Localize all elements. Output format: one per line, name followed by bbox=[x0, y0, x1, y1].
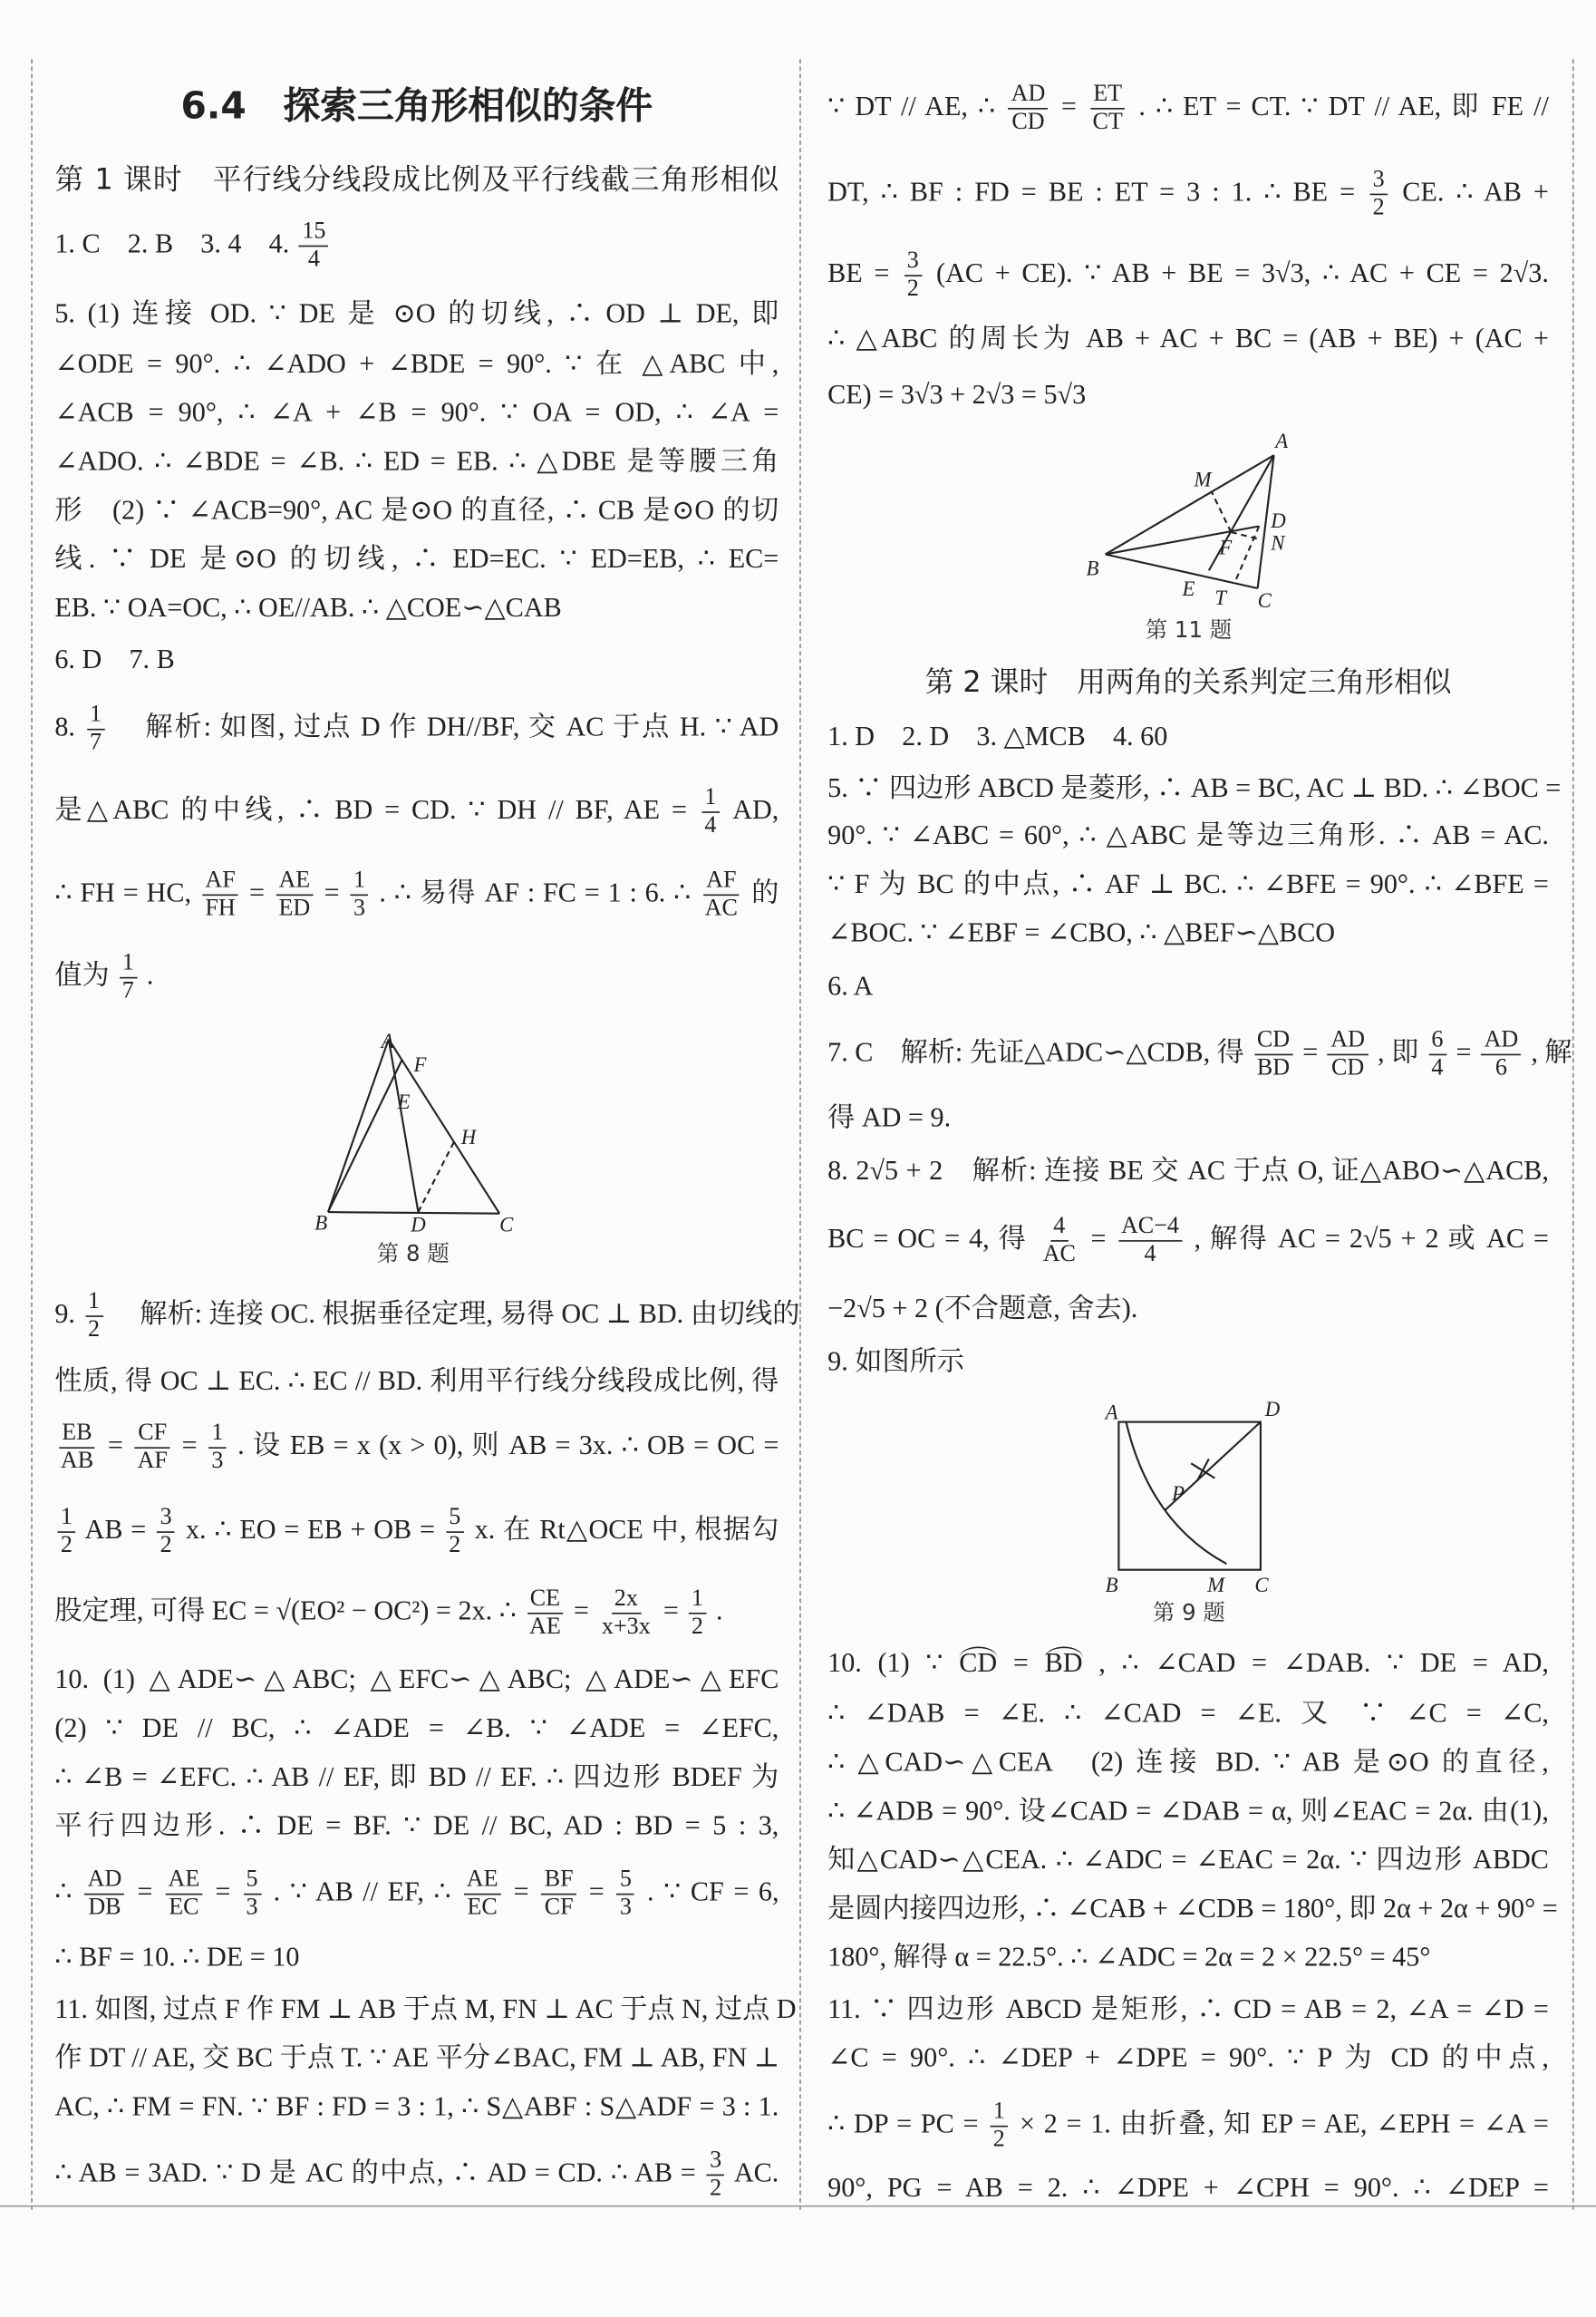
text-run: ∵ F 为 BC 的中点, ∴ AF ⊥ BC. ∴ ∠BFE = 90°. ∴ ∠BFE = bbox=[827, 870, 1549, 901]
fig8-label-b: B bbox=[314, 1211, 328, 1235]
text-run: 线. ∵ DE 是⊙O 的切线, ∴ ED=EC. ∵ ED=EB, ∴ EC= bbox=[54, 545, 779, 576]
fraction-numerator: AD bbox=[1008, 82, 1048, 110]
fraction-denominator: CT bbox=[1092, 109, 1123, 135]
text-run: BE = bbox=[827, 259, 902, 290]
text-run: 11. 如图, 过点 F 作 FM ⊥ AB 于点 M, FN ⊥ AC 于点 N, 过点 D bbox=[54, 1995, 797, 2025]
text-run: ∴ △ABC 的周长为 AB + AC + BC = (AB + BE) + (AC + bbox=[827, 325, 1549, 355]
fraction-denominator: CF bbox=[544, 1895, 574, 1921]
fig9-label-b: B bbox=[1105, 1574, 1118, 1597]
text-run: 知△CAD∽△CEA. ∴ ∠ADC = ∠EAC = 2α. ∵ 四边形 ABDC bbox=[827, 1846, 1549, 1876]
text-run: ∠ODE = 90°. ∴ ∠ADO + ∠BDE = 90°. ∵ 在 △ABC 中, bbox=[54, 350, 779, 381]
fig11-label-m: M bbox=[1194, 468, 1212, 491]
text-run: = bbox=[324, 878, 340, 909]
text-run: = bbox=[1060, 92, 1077, 122]
text-run: 形 (2) ∵ ∠ACB=90°, AC 是⊙O 的直径, ∴ CB 是⊙O 的切 bbox=[54, 496, 779, 527]
fraction-denominator: 4 bbox=[704, 812, 717, 839]
text-run: ∴ ∠B = ∠EFC. ∴ AB // EF, 即 BD // EF. ∴ 四边形 BDEF 为 bbox=[54, 1763, 779, 1793]
fig11-label-c: C bbox=[1257, 589, 1272, 613]
fraction-numerator: 3 bbox=[904, 248, 922, 276]
text-run: 11. ∵ 四边形 ABCD 是矩形, ∴ CD = AB = 2, ∠A = ∠D = bbox=[827, 1995, 1549, 2025]
fraction-denominator: 6 bbox=[1494, 1055, 1507, 1081]
fraction-numerator: 5 bbox=[617, 1866, 635, 1895]
text-run: ∴ △CAD∽△CEA (2) 连接 BD. ∵ AB 是⊙O 的直径, bbox=[827, 1748, 1549, 1779]
fraction-denominator: 2 bbox=[906, 276, 919, 302]
text-run: CE) = 3√3 + 2√3 = 5√3 bbox=[827, 381, 1087, 412]
text-run: ∴ BF = 10. ∴ DE = 10 bbox=[54, 1944, 300, 1973]
text-run: 值为 bbox=[54, 962, 110, 992]
fraction-denominator: AB bbox=[60, 1448, 94, 1474]
fig8-label-c: C bbox=[499, 1213, 514, 1236]
fraction-numerator: CD bbox=[1254, 1027, 1293, 1055]
text-run: 8. bbox=[54, 713, 84, 743]
fraction-denominator: 2 bbox=[1372, 195, 1385, 220]
lesson-1-heading: 第 1 课时 平行线分线段成比例及平行线截三角形相似 bbox=[54, 162, 779, 197]
text-run: 是△ABC 的中线, ∴ BD = CD. ∵ DH // BF, AE = bbox=[54, 796, 699, 827]
text-run: DT, ∴ BF : FD = BE : ET = 3 : 1. ∴ BE = bbox=[827, 178, 1368, 208]
text-run: = bbox=[107, 1431, 123, 1462]
fraction-numerator: AD bbox=[1328, 1027, 1368, 1055]
fig8-label-a: A bbox=[381, 1030, 394, 1053]
fraction-numerator: 1 bbox=[87, 703, 105, 731]
fraction-denominator: 4 bbox=[307, 247, 320, 273]
fraction-numerator: AE bbox=[276, 868, 313, 896]
fraction-denominator: 7 bbox=[90, 730, 102, 756]
fig8-label-d: D bbox=[411, 1213, 426, 1236]
fig11-caption: 第 11 题 bbox=[1145, 616, 1233, 643]
text-run: 10. (1) △ADE∽△ABC; △EFC∽△ABC; △ADE∽△EFC bbox=[54, 1665, 779, 1696]
text-run: (AC + CE). ∵ AB + BE = 3√3, ∴ AC + CE = 2√3. bbox=[936, 259, 1549, 290]
fraction-denominator: FH bbox=[205, 896, 236, 921]
fig9-caption: 第 9 题 bbox=[1152, 1599, 1225, 1626]
text-run: 7. C 解析: 先证△ADC∽△CDB, 得 bbox=[827, 1038, 1244, 1069]
fraction-denominator: 4 bbox=[1431, 1055, 1444, 1081]
fraction-numerator: 1 bbox=[58, 1505, 76, 1533]
fraction-denominator: 2 bbox=[710, 2176, 722, 2201]
fraction-numerator: AC−4 bbox=[1118, 1214, 1183, 1242]
text-run: . bbox=[716, 1597, 723, 1627]
fraction-numerator: 3 bbox=[157, 1505, 175, 1533]
text-run: ∴ FH = HC, bbox=[54, 878, 199, 909]
fig8-label-e: E bbox=[397, 1090, 411, 1113]
text-run: 10. (1) ∵ bbox=[827, 1649, 960, 1680]
text-run: ∴ ∠ADB = 90°. 设∠CAD = ∠DAB = α, 则∠EAC = 2α. 由(1), bbox=[827, 1797, 1549, 1827]
fraction-denominator: AC bbox=[1042, 1241, 1076, 1267]
text-run: ∠ACB = 90°, ∴ ∠A + ∠B = 90°. ∵ OA = OD, ∴ ∠A = bbox=[54, 399, 779, 429]
text-run: = bbox=[1302, 1038, 1319, 1069]
fraction-denominator: AC bbox=[704, 896, 738, 921]
text-run: , ∴ ∠CAD = ∠DAB. ∵ DE = AD, bbox=[1098, 1649, 1549, 1680]
text-run: ∴ ∠DAB = ∠E. ∴ ∠CAD = ∠E. 又 ∵ ∠C = ∠C, bbox=[827, 1700, 1549, 1730]
fraction-numerator: AF bbox=[703, 868, 740, 896]
text-run: = bbox=[1012, 1649, 1045, 1680]
text-run: ∠C = 90°. ∴ ∠DEP + ∠DPE = 90°. ∵ P 为 CD 的中点, bbox=[827, 2044, 1549, 2074]
fraction-denominator: 2 bbox=[691, 1614, 703, 1640]
text-run: 1. D 2. D 3. △MCB 4. 60 bbox=[827, 722, 1168, 752]
fraction-numerator: 3 bbox=[707, 2147, 725, 2176]
fraction-numerator: 1 bbox=[990, 2099, 1008, 2127]
fig8-caption: 第 8 题 bbox=[376, 1239, 450, 1266]
text-run: = bbox=[181, 1431, 198, 1462]
arc-notation: BD bbox=[1045, 1646, 1083, 1679]
fraction-denominator: 2 bbox=[449, 1532, 461, 1558]
fraction-numerator: EB bbox=[59, 1420, 95, 1449]
fraction-denominator: 2 bbox=[88, 1316, 101, 1343]
text-run: BC = OC = 4, 得 bbox=[827, 1225, 1038, 1255]
fraction-denominator: DB bbox=[88, 1895, 121, 1921]
text-run: , 解 bbox=[1531, 1038, 1572, 1069]
fig9-label-a: A bbox=[1105, 1401, 1118, 1424]
fraction-denominator: 3 bbox=[353, 896, 366, 921]
fraction-numerator: AF bbox=[202, 868, 238, 896]
text-run: 8. 2√5 + 2 解析: 连接 BE 交 AC 于点 O, 证△ABO∽△ACB, bbox=[827, 1157, 1549, 1188]
fraction-denominator: AF bbox=[137, 1448, 168, 1474]
text-run: 解析: 连接 OC. 根据垂径定理, 易得 OC ⊥ BD. 由切线的 bbox=[112, 1300, 800, 1331]
arc-notation: CD bbox=[959, 1646, 997, 1679]
text-run: = bbox=[249, 878, 266, 909]
fraction-numerator: ET bbox=[1090, 82, 1125, 110]
fraction-numerator: AD bbox=[1481, 1027, 1521, 1055]
fraction-numerator: 15 bbox=[299, 218, 329, 247]
fraction-numerator: 1 bbox=[701, 785, 720, 813]
fig11-label-n: N bbox=[1271, 531, 1285, 555]
text-run: = bbox=[1090, 1225, 1107, 1255]
text-run: . ∵ AB // EF, ∴ bbox=[273, 1878, 461, 1908]
fraction-denominator: EC bbox=[467, 1895, 498, 1921]
fraction-denominator: 2 bbox=[160, 1532, 172, 1558]
text-run: 的 bbox=[751, 878, 779, 909]
text-run: , 即 bbox=[1378, 1038, 1419, 1069]
text-run: 性质, 得 OC ⊥ EC. ∴ EC // BD. 利用平行线分线段成比例, 得 bbox=[54, 1367, 779, 1397]
fraction-denominator: BD bbox=[1256, 1055, 1291, 1081]
fraction-numerator: AE bbox=[165, 1866, 202, 1895]
text-run: 90°, PG = AB = 2. ∴ ∠DPE + ∠CPH = 90°. ∴ ∠DEP = bbox=[827, 2174, 1549, 2205]
text-run: = bbox=[663, 1597, 679, 1627]
fig9-label-c: C bbox=[1254, 1574, 1269, 1597]
text-run: 得 AD = 9. bbox=[827, 1104, 952, 1134]
text-run: 平行四边形. ∴ DE = BF. ∵ DE // BC, AD : BD = 5 : 3, bbox=[54, 1812, 779, 1842]
fraction-numerator: 1 bbox=[208, 1420, 227, 1449]
text-run: AB = bbox=[84, 1516, 155, 1546]
fig11-label-f: F bbox=[1219, 536, 1233, 559]
fraction-denominator: 3 bbox=[619, 1895, 632, 1921]
fig11-label-b: B bbox=[1086, 557, 1099, 580]
fraction-numerator: 3 bbox=[1369, 167, 1388, 195]
fig8-label-f: F bbox=[413, 1053, 427, 1077]
fraction-denominator: 7 bbox=[121, 978, 134, 1004]
fraction-numerator: 5 bbox=[243, 1866, 261, 1895]
fraction-numerator: AD bbox=[84, 1866, 124, 1895]
text-run: = bbox=[588, 1878, 605, 1908]
text-run: ∠ADO. ∴ ∠BDE = ∠B. ∴ ED = EB. ∴ △DBE 是等腰三角 bbox=[54, 448, 779, 478]
text-run: = bbox=[215, 1878, 231, 1908]
text-run: , 解得 AC = 2√5 + 2 或 AC = bbox=[1194, 1225, 1549, 1255]
text-run: EB. ∵ OA=OC, ∴ OE//AB. ∴ △COE∽△CAB bbox=[54, 594, 562, 625]
fraction-denominator: 3 bbox=[246, 1895, 258, 1921]
text-run: . ∵ CF = 6, bbox=[647, 1878, 779, 1908]
fraction-numerator: 2x bbox=[612, 1586, 642, 1614]
fig8-label-h: H bbox=[460, 1126, 477, 1149]
text-run: (2) ∵ DE // BC, ∴ ∠ADE = ∠B. ∵ ∠ADE = ∠EFC, bbox=[54, 1714, 779, 1745]
fraction-numerator: CE bbox=[527, 1586, 563, 1614]
text-run: = bbox=[513, 1878, 529, 1908]
text-run: AC. bbox=[733, 2158, 779, 2189]
text-run: 6. D 7. B bbox=[54, 645, 175, 676]
fig9-label-m: M bbox=[1207, 1574, 1225, 1597]
fraction-denominator: CD bbox=[1331, 1055, 1365, 1081]
text-run: 5. (1) 连接 OD. ∵ DE 是 ⊙O 的切线, ∴ OD ⊥ DE, 即 bbox=[54, 300, 779, 330]
text-run: 5. ∵ 四边形 ABCD 是菱形, ∴ AB = BC, AC ⊥ BD. ∴ ∠BOC = bbox=[827, 774, 1562, 805]
fraction-denominator: 2 bbox=[992, 2127, 1005, 2153]
fraction-denominator: 3 bbox=[211, 1448, 224, 1474]
fig9-label-d: D bbox=[1264, 1398, 1281, 1421]
text-run: AD, bbox=[732, 796, 779, 827]
text-run: ∠BOC. ∵ ∠EBF = ∠CBO, ∴ △BEF∽△BCO bbox=[827, 919, 1336, 949]
fig11-label-d: D bbox=[1271, 509, 1286, 533]
text-run: AC, ∴ FM = FN. ∵ BF : FD = 3 : 1, ∴ S△ABF : S△ADF = 3 : 1. bbox=[54, 2092, 779, 2123]
fig9-label-p: P bbox=[1172, 1482, 1185, 1506]
text-run: 股定理, 可得 EC = √(EO² − OC²) = 2x. ∴ bbox=[54, 1597, 524, 1627]
text-run: 9. bbox=[54, 1300, 82, 1331]
fraction-numerator: CF bbox=[135, 1420, 169, 1449]
text-run: 作 DT // AE, 交 BC 于点 T. ∵ AE 平分∠BAC, FM ⊥ AB, FN ⊥ bbox=[54, 2044, 780, 2074]
fig11-label-t: T bbox=[1214, 586, 1227, 609]
text-run: . 设 EB = x (x > 0), 则 AB = 3x. ∴ OB = OC = bbox=[237, 1431, 779, 1462]
figure-9 bbox=[1118, 1422, 1261, 1570]
fraction-numerator: 6 bbox=[1428, 1027, 1446, 1055]
fraction-denominator: 2 bbox=[60, 1532, 73, 1558]
text-run: = bbox=[1456, 1038, 1472, 1069]
text-run: . ∴ 易得 AF : FC = 1 : 6. ∴ bbox=[379, 878, 700, 909]
fraction-numerator: 1 bbox=[351, 868, 369, 896]
text-run: ∴ AB = 3AD. ∵ D 是 AC 的中点, ∴ AD = CD. ∴ AB = bbox=[54, 2158, 704, 2189]
text-run: = bbox=[137, 1878, 153, 1908]
text-run: CE. ∴ AB + bbox=[1402, 178, 1549, 208]
text-run: 180°, 解得 α = 22.5°. ∴ ∠ADC = 2α = 2 × 22.5° = 45° bbox=[827, 1944, 1431, 1973]
fraction-numerator: 1 bbox=[119, 950, 137, 978]
fraction-denominator: ED bbox=[278, 896, 311, 921]
text-run: ∵ DT // AE, ∴ bbox=[827, 92, 1006, 122]
text-run: = bbox=[573, 1597, 589, 1627]
fraction-denominator: EC bbox=[169, 1895, 199, 1921]
fraction-numerator: 1 bbox=[689, 1586, 707, 1614]
section-title: 6.4 探索三角形相似的条件 bbox=[180, 83, 653, 128]
fraction-numerator: BF bbox=[541, 1866, 576, 1895]
text-run: 是圆内接四边形, ∴ ∠CAB + ∠CDB = 180°, 即 2α + 2α + 90° = bbox=[827, 1895, 1558, 1925]
fig11-label-e: E bbox=[1182, 577, 1195, 601]
fraction-numerator: 1 bbox=[85, 1289, 103, 1317]
fraction-denominator: x+3x bbox=[601, 1614, 651, 1640]
text-run: . ∴ ET = CT. ∵ DT // AE, 即 FE // bbox=[1138, 92, 1549, 122]
text-run: ∴ bbox=[54, 1878, 82, 1908]
figure-11 bbox=[1106, 455, 1274, 588]
lesson-2-heading: 第 2 课时 用两角的关系判定三角形相似 bbox=[924, 664, 1452, 700]
text-run: x. 在 Rt△OCE 中, 根据勾 bbox=[474, 1516, 779, 1546]
fig11-label-a: A bbox=[1275, 430, 1289, 453]
text-run: 解析: 如图, 过点 D 作 DH//BF, 交 AC 于点 H. ∵ AD bbox=[116, 713, 779, 743]
text-run: −2√5 + 2 (不合题意, 舍去). bbox=[827, 1294, 1138, 1325]
fraction-denominator: CD bbox=[1011, 109, 1045, 135]
fraction-numerator: 5 bbox=[446, 1505, 464, 1533]
text-run: 6. A bbox=[827, 972, 874, 1003]
text-run: 90°. ∵ ∠ABC = 60°, ∴ △ABC 是等边三角形. ∴ AB = AC. bbox=[827, 821, 1549, 852]
text-run: 9. 如图所示 bbox=[827, 1348, 964, 1378]
text-run: 1. C 2. B 3. 4 4. bbox=[54, 229, 296, 260]
text-run: . bbox=[146, 962, 154, 992]
text-run: × 2 = 1. 由折叠, 知 EP = AE, ∠EPH = ∠A = bbox=[1020, 2110, 1549, 2140]
text-run: ∴ DP = PC = bbox=[827, 2110, 988, 2140]
fraction-denominator: AE bbox=[528, 1614, 561, 1640]
fraction-numerator: AE bbox=[463, 1866, 500, 1895]
text-run: x. ∴ EO = EB + OB = bbox=[185, 1516, 443, 1546]
fraction-numerator: 4 bbox=[1050, 1214, 1069, 1242]
fraction-denominator: 4 bbox=[1144, 1241, 1156, 1267]
